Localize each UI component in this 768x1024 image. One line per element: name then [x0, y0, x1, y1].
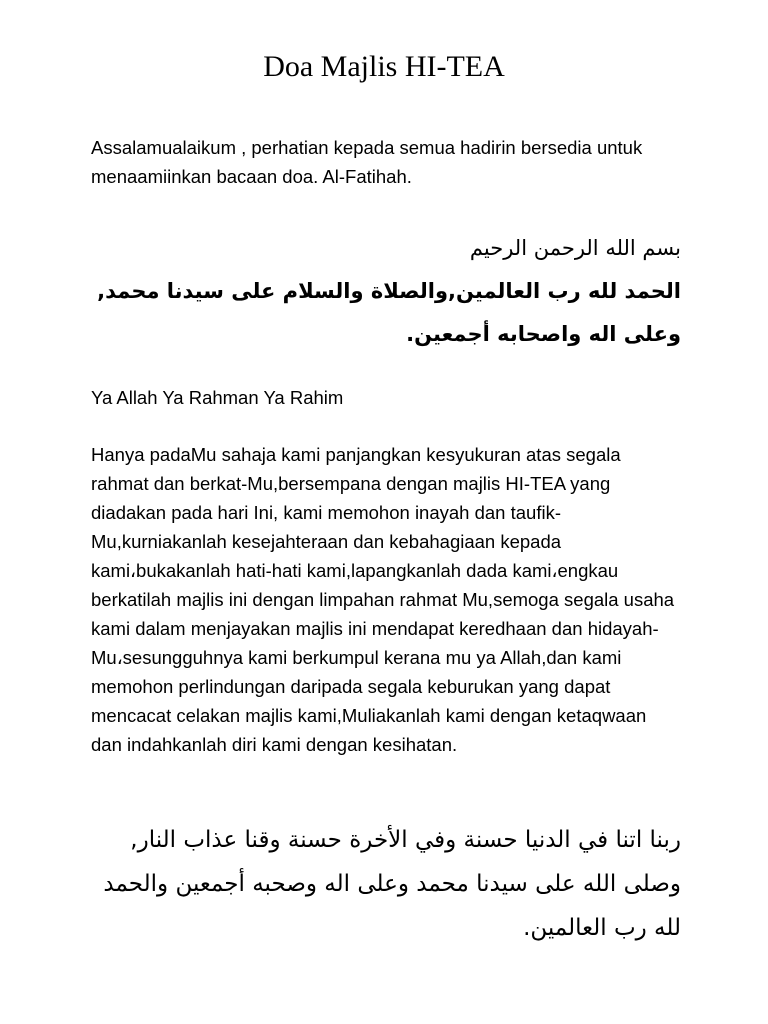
arabic-closing-line-3: لله رب العالمين. [523, 915, 681, 941]
arabic-closing-line-1: ربنا اتنا في الدنيا حسنة وفي الأخرة حسنة وقنا عذاب النار, [130, 827, 681, 853]
arabic-opening [91, 227, 681, 356]
arabic-closing [91, 818, 681, 950]
invocation-line: Ya Allah Ya Rahman Ya Rahim [91, 387, 344, 408]
arabic-opening-line-1: بسم الله الرحمن الرحيم [469, 236, 681, 260]
arabic-opening-line-3: وعلى اله واصحابه أجمعين. [406, 322, 681, 346]
intro-paragraph: Assalamualaikum , perhatian kepada semua hadirin bersedia untuk menaamiinkan bacaan doa. Al-Fatihah. [91, 137, 643, 187]
doa-body-paragraph: Hanya padaMu sahaja kami panjangkan kesyukuran atas segala rahmat dan berkat-Mu,bersempana dengan majlis HI-TEA yang diadakan pada hari Ini, kami memohon inayah dan taufik-Mu,kurniakanlah kesejahteraan dan kebahagiaan kepada kami،bukakanlah hati-hati kami,lapangkanlah dada kami،engkau berkatilah majlis ini dengan limpahan rahmat Mu,semoga segala usaha kami dalam menjayakan majlis ini mendapat keredhaan dan hidayah-Mu،sesungguhnya kami berkumpul kerana mu ya Allah,dan kami memohon perlindungan daripada segala keburukan yang dapat mencacat celakan majlis kami,Muliakanlah kami dengan ketaqwaan dan indahkanlah diri kami dengan kesihatan. [91, 444, 675, 755]
document-title: Doa Majlis HI-TEA [263, 50, 505, 83]
arabic-closing-line-2: وصلى الله على سيدنا محمد وعلى اله وصحبه أجمعين والحمد [103, 871, 681, 897]
arabic-opening-line-2: الحمد لله رب العالمين,والصلاة والسلام على سيدنا محمد, [97, 279, 681, 303]
